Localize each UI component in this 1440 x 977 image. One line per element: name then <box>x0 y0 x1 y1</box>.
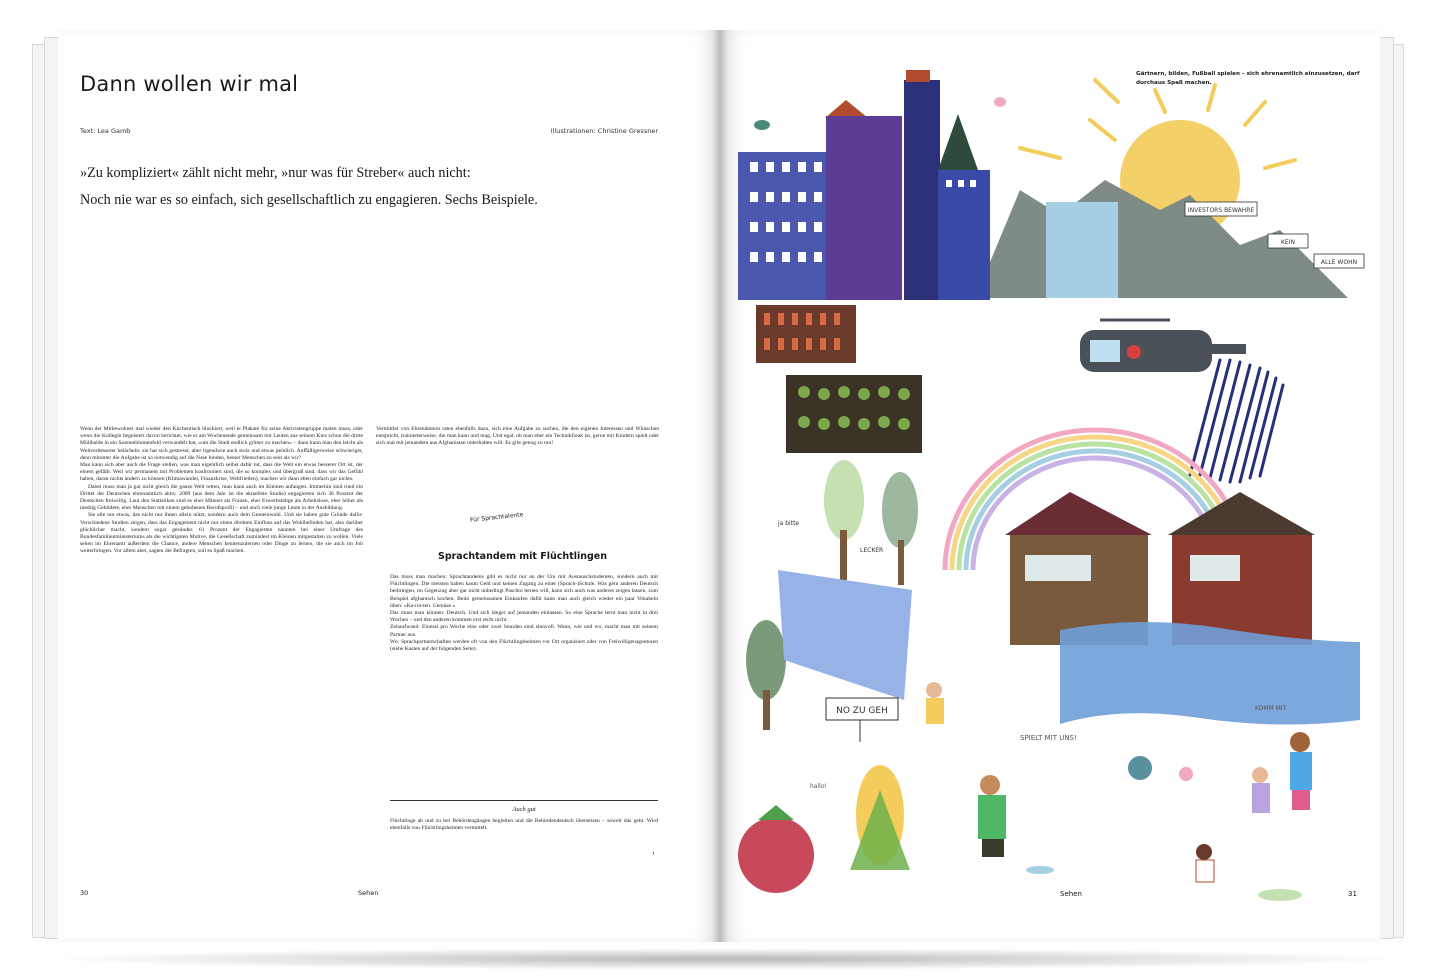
box-body <box>390 574 658 796</box>
protest-sign-demo3 <box>1314 254 1364 268</box>
speech-bubble: KOMM MIT <box>1255 705 1287 712</box>
also-good-text <box>390 818 658 854</box>
author-credit: Text: Lea Gamb <box>80 127 131 135</box>
section-label-right: Sehen <box>1060 890 1082 898</box>
section-label-left: Sehen <box>358 889 379 897</box>
box-paragraph: Das muss man machen: Sprachtandems gibt es nicht nur an der Uni mit Austauschstudenten, sondern auch mit Flüchtlingen. Die meisten haben kaum Geld und keinen Zugang zu einer (Sprach-)Schule. Was gern anderen Deutsch beibringen, im Gegenzug aber gar nicht unbedingt Paschto lernen will, kann sich auch was anderes zeigen lassen, zum Beispiel afghanisch kochen. Beim gemeinsamen Einkaufen dafür kann man auch gleich wieder ein paar Vokabeln üben: »Ka-rot-ten. Gemüse.« <box>390 574 658 609</box>
speech-bubble: hallo! <box>810 783 827 790</box>
svg-text:NO ZU GEH: NO ZU GEH <box>836 706 888 716</box>
illustration <box>720 30 1380 942</box>
body-paragraph: Sie alle tun etwas, das nicht nur ihnen allein nützt, sondern auch dem Gemeinwohl. Und sie haben gute Gründe dafür: Verschiedene Studien zeigen, dass das Engagement nicht nur einen direkten Einfluss auf das Wohlbefinden hat, also darüber glücklicher macht, sondern sogar gesünder. 61 Prozent der Engagierten nannten bei einer Umfrage des Bundesfamilienministeriums als die wichtigsten Motive, die Gesellschaft zumindest im Kleinen mitgestalten zu wollen. Viele sehen im Ehrenamt außerdem die Chance, andere Menschen kennenzulernen oder Dinge zu lernen, die sie auch im Job weiterbringen. Vor allem aber, sagten die Befragten, soll es Spaß machen. <box>80 512 363 555</box>
body-paragraph: Wenn der Mitbewohner mal wieder den Küchentisch blockiert, weil er Plakate für seine Aktivistengruppe malen muss, oder wenn die Kollegin begeistert davon berichtet, wie er am Wochenende gemeinsam mit Leuten aus seinem Kiez schon die dritte Müllhalde in ein Sonnenblumenfeld verwandelt hat, »um die Stadt endlich grüner zu machen« – dann kann man den leicht als Weltverbesserer belächeln: sie hat sich gestresst, aber irgendwie auch stolz und etwas peinlich. Auffälligerweise schwieriger, denn mitunter die Aufgabe ist so notwendig auf die Nase binden, besser Menschen zu sein als wir? <box>80 426 363 461</box>
box-kicker: Für Sprachtalente <box>469 511 524 524</box>
box-paragraph: Wo: Sprachpartnerschaften werden oft von den Flüchtlingsheimen vor Ort organisiert oder von Freiwilligenagenturen (siehe Kasten auf der folgenden Seite). <box>390 638 658 653</box>
section-divider <box>390 800 658 801</box>
flood-illustration <box>1060 622 1360 725</box>
tomato-character <box>738 805 814 893</box>
protest-sign-left <box>826 698 898 742</box>
corn-character <box>850 765 910 870</box>
box-paragraph: Das muss man können: Deutsch. Und sich länger auf jemanden einlassen. So eine Sprache lernt man nicht in drei Wochen – und den anderen kommen erst recht nicht. <box>390 610 658 624</box>
rain-illustration <box>1190 360 1283 482</box>
body-paragraph: Man kann sich aber auch die Frage stellen, was man eigentlich selbst dafür tut, dass die Welt ein etwas besserer Ort ist, der einem gefällt. Weil wir permanent mit Problemen konfrontiert sind, die so komplex und übergroß sind, dass wir das Gefühl haben, daran nichts ändern zu können (Klimawandel, Finanzkrise, Weltfrieden), machen wir dann eben einfach gar nichts. <box>80 462 363 483</box>
book-gutter <box>712 30 728 942</box>
svg-text:INVESTORS BEWAHRE: INVESTORS BEWAHRE <box>1187 207 1255 214</box>
house-right <box>1168 492 1315 645</box>
house-left <box>1005 492 1152 645</box>
illustration-credit: Illustrationen: Christine Gressner <box>550 127 658 135</box>
continue-mark: › <box>652 848 655 857</box>
svg-text:ALLE WOHN: ALLE WOHN <box>1320 259 1358 266</box>
page-number-right: 31 <box>1348 890 1357 898</box>
glass-building <box>1046 202 1118 298</box>
body-paragraph: Vermittler von Ehrenämtern raten ebenfalls dazu, sich eine Aufgabe zu suchen, die den eigenen Interessen und Wünschen entspricht, trainierterweise, die man kann und mag. Und egal, ob man eher ein Technikfreak ist, gerne mit Kindern spielt oder sich mal mit jemandem aus Afghanistan unterhalten will: Es gibt genug zu tun! <box>376 426 659 447</box>
body-column-2-intro <box>376 426 659 490</box>
picnic-blanket <box>778 570 912 700</box>
body-column-1 <box>80 426 363 846</box>
helicopter-illustration <box>1080 320 1246 372</box>
book-shadow <box>40 948 1410 970</box>
lead-line-1: »Zu kompliziert« zählt nicht mehr, »nur was für Streber« auch nicht: <box>80 165 471 181</box>
buildings-illustration <box>738 70 990 300</box>
box-paragraph: Zeitaufwand: Einmal pro Woche eine oder zwei Stunden sind sinnvoll. Wann, wie und wo, macht man mit seinem Partner aus. <box>390 624 658 638</box>
protest-sign-demo2 <box>1268 234 1308 248</box>
ball-icon <box>1179 767 1193 781</box>
page-number-left: 30 <box>80 889 89 897</box>
protest-sign-demo1 <box>1185 202 1257 216</box>
lead-text <box>80 160 680 214</box>
ball-icon <box>1128 756 1152 780</box>
also-paragraph: Flüchtlinge ab und zu bei Behördengängen begleiten und die Behördendeutsch übersetzen – soweit das geht. Wird ebenfalls von Flüchtlingsheimen vermittelt. <box>390 818 658 832</box>
svg-text:KEIN: KEIN <box>1281 239 1295 246</box>
also-good-heading: Auch gut <box>512 806 536 813</box>
garden-sign: LECKER <box>860 547 884 554</box>
picnic-sign: ja bitte <box>778 520 800 527</box>
speech-bubble: SPIELT MIT UNS! <box>1020 734 1077 742</box>
box-title: Sprachtandem mit Flüchtlingen <box>437 551 608 562</box>
illustration-caption: Gärtnern, bilden, Fußball spielen – sich ehrenamtlich einzusetzen, darf durchaus Spaß machen. <box>1136 71 1360 86</box>
lead-line-2: Noch nie war es so einfach, sich gesellschaftlich zu engagieren. Sechs Beispiele. <box>80 192 538 208</box>
article-title: Dann wollen wir mal <box>80 72 299 96</box>
body-paragraph: Dabei muss man ja gar nicht gleich die ganze Welt retten, man kann auch im Kleinen anfangen. Immerhin sind rund ein Drittel der Deutschen ehrenamtlich aktiv. 2009 (aus dem Jahr ist die aktuellste Studie) engagierten sich 36 Prozent der Deutschen freiwillig. Laut den Statistiken sind es eher Männer als Frauen, eher Erwerbstätige als Arbeitslose, eher höher als niedrig Gebildete, eher Menschen mit einem gehobenen Berufsprofil – und auch viele junge Leute in der Ausbildung. <box>80 483 363 512</box>
